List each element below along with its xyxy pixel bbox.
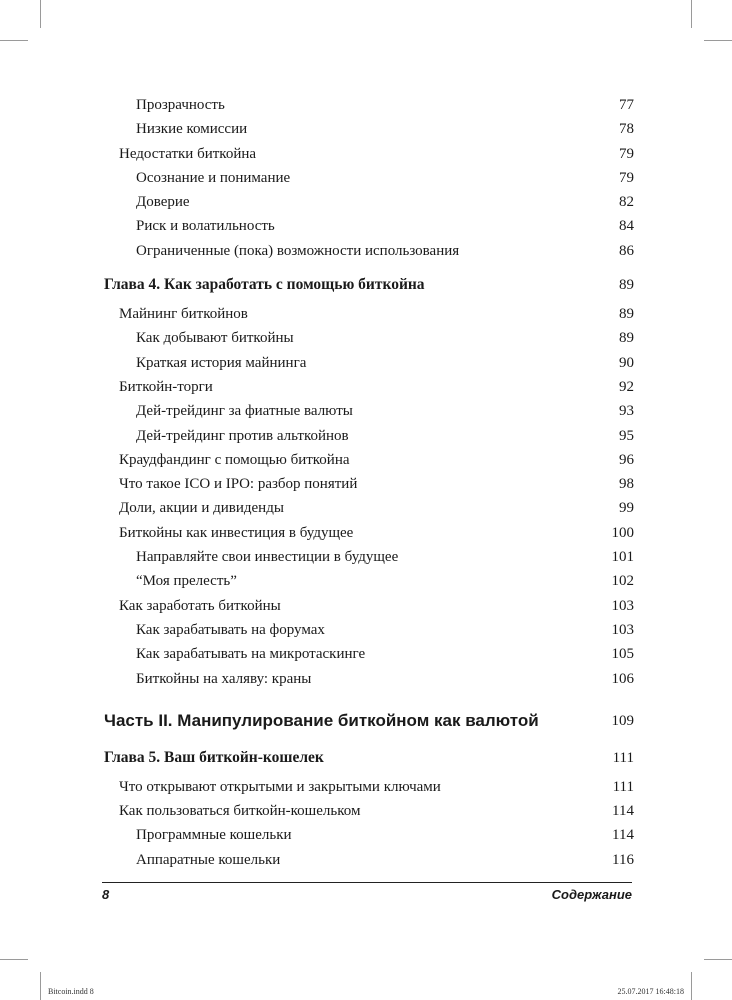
toc-entry-title: Как заработать биткойны: [119, 597, 281, 614]
toc-entry-page: 78: [619, 121, 634, 138]
crop-mark: [691, 0, 692, 28]
toc-section-entry[interactable]: [104, 775, 634, 799]
toc-entry-page: 79: [619, 145, 634, 162]
toc-entry-title: Ограниченные (пока) возможности использования: [136, 242, 460, 259]
toc-entry-title: Доверие: [136, 194, 190, 211]
toc-subsection-entry[interactable]: [104, 642, 634, 666]
toc-entry-title: Краткая история майнинга: [136, 354, 307, 371]
toc-entry-title: Биткойн-торги: [119, 378, 213, 395]
toc-entry-title: Осознание и понимание: [136, 169, 291, 186]
toc-section-entry[interactable]: [104, 799, 634, 823]
toc-entry-title: “Моя прелесть”: [136, 573, 237, 590]
toc-entry-page: 89: [619, 277, 634, 294]
toc-entry-title: Доли, акции и дивиденды: [119, 500, 284, 517]
toc-subsection-entry[interactable]: [104, 618, 634, 642]
toc-subsection-entry[interactable]: [104, 214, 634, 238]
toc-entry-title: Что открывают открытыми и закрытыми ключами: [119, 778, 441, 795]
toc-subsection-entry[interactable]: [104, 399, 634, 423]
toc-subsection-entry[interactable]: [104, 326, 634, 350]
toc-entry-title: Как зарабатывать на микротаскинге: [136, 646, 366, 663]
toc-subsection-entry[interactable]: [104, 166, 634, 190]
toc-entry-page: 105: [611, 646, 634, 663]
toc-entry-page: 77: [619, 97, 634, 113]
toc-entry-title: Дей-трейдинг за фиатные валюты: [136, 403, 353, 420]
toc-entry-title: Направляйте свои инвестиции в будущее: [136, 549, 399, 566]
toc-entry-title: Низкие комиссии: [136, 121, 248, 138]
toc-entry-page: 109: [611, 712, 634, 729]
toc-entry-title: Аппаратные кошельки: [136, 851, 281, 868]
footer-rule: [102, 882, 632, 883]
toc-entry-title: Биткойны на халяву: краны: [136, 670, 312, 687]
toc-entry-title: Часть II. Манипулирование биткойном как валютой: [104, 710, 539, 730]
toc-entry-title: Как добывают биткойны: [136, 330, 294, 347]
toc-part-heading[interactable]: [104, 706, 634, 736]
toc-entry-page: 103: [611, 621, 634, 638]
toc-entry-title: Недостатки биткойна: [119, 145, 257, 162]
toc-entry-page: 116: [612, 851, 634, 868]
toc-entry-page: 98: [619, 476, 634, 493]
slug-file-name: Bitcoin.indd 8: [48, 987, 94, 996]
toc-entry-page: 101: [611, 549, 634, 566]
toc-entry-page: 106: [611, 670, 634, 687]
toc-entry-title: Как пользоваться биткойн-кошельком: [119, 803, 361, 820]
toc-entry-title: Майнинг биткойнов: [119, 306, 248, 323]
footer-page-number: 8: [102, 887, 110, 902]
toc-entry-title: Дей-трейдинг против альткойнов: [136, 427, 349, 444]
toc-entry-title: Прозрачность: [136, 97, 225, 113]
toc-subsection-entry[interactable]: [104, 351, 634, 375]
toc-subsection-entry[interactable]: [104, 424, 634, 448]
toc-subsection-entry[interactable]: [104, 848, 634, 872]
toc-section-entry[interactable]: [104, 448, 634, 472]
toc-section-entry[interactable]: [104, 302, 634, 326]
toc-entry-title: Глава 4. Как заработать с помощью биткойна: [104, 276, 425, 294]
toc-subsection-entry[interactable]: [104, 545, 634, 569]
toc-section-entry[interactable]: [104, 521, 634, 545]
toc-chapter-heading[interactable]: [104, 271, 634, 299]
toc-entry-page: 99: [619, 500, 634, 517]
crop-mark: [0, 40, 28, 41]
toc-subsection-entry[interactable]: [104, 93, 634, 117]
toc-entry-title: Глава 5. Ваш биткойн-кошелек: [104, 748, 324, 766]
toc-entry-page: 114: [612, 803, 634, 820]
toc-entry-page: 103: [611, 597, 634, 614]
toc-entry-page: 102: [611, 573, 634, 590]
toc-entry-page: 92: [619, 378, 634, 395]
toc-section-entry[interactable]: [104, 375, 634, 399]
toc-subsection-entry[interactable]: [104, 569, 634, 593]
slug-datetime: 25.07.2017 16:48:18: [617, 987, 684, 996]
toc-entry-title: Что такое ICO и IPO: разбор понятий: [119, 476, 358, 493]
toc-entry-page: 89: [619, 330, 634, 347]
toc-entry-page: 86: [619, 242, 634, 259]
toc-chapter-heading[interactable]: [104, 744, 634, 772]
toc-entry-page: 96: [619, 451, 634, 468]
toc-entry-page: 93: [619, 403, 634, 420]
toc-entry-page: 84: [619, 218, 634, 235]
toc-section-entry[interactable]: [104, 496, 634, 520]
toc-section-entry[interactable]: [104, 472, 634, 496]
toc-entry-page: 95: [619, 427, 634, 444]
toc-entry-page: 82: [619, 194, 634, 211]
toc-entry-title: Биткойны как инвестиция в будущее: [119, 524, 354, 541]
toc-entry-title: Краудфандинг с помощью биткойна: [119, 451, 350, 468]
toc-entry-page: 79: [619, 169, 634, 186]
toc-entry-title: Как зарабатывать на форумах: [136, 621, 325, 638]
toc-section-entry[interactable]: [104, 594, 634, 618]
toc-subsection-entry[interactable]: [104, 823, 634, 847]
toc-entry-page: 114: [612, 827, 634, 844]
crop-mark: [40, 972, 41, 1000]
toc-entry-title: Риск и волатильность: [136, 218, 275, 235]
crop-mark: [0, 959, 28, 960]
toc-entry-title: Программные кошельки: [136, 827, 292, 844]
crop-mark: [40, 0, 41, 28]
toc-section-entry[interactable]: [104, 142, 634, 166]
crop-mark: [704, 40, 732, 41]
footer-section-title: Содержание: [551, 887, 632, 902]
toc-entry-page: 89: [619, 306, 634, 323]
toc-entry-page: 111: [612, 749, 634, 766]
crop-mark: [691, 972, 692, 1000]
toc-entry-page: 90: [619, 354, 634, 371]
crop-mark: [704, 959, 732, 960]
toc-entry-page: 111: [612, 778, 634, 795]
toc-subsection-entry[interactable]: [104, 667, 634, 691]
toc-subsection-entry[interactable]: [104, 117, 634, 141]
toc-entry-page: 100: [611, 524, 634, 541]
toc-subsection-entry[interactable]: [104, 239, 634, 263]
table-of-contents: [104, 93, 634, 872]
toc-subsection-entry[interactable]: [104, 190, 634, 214]
